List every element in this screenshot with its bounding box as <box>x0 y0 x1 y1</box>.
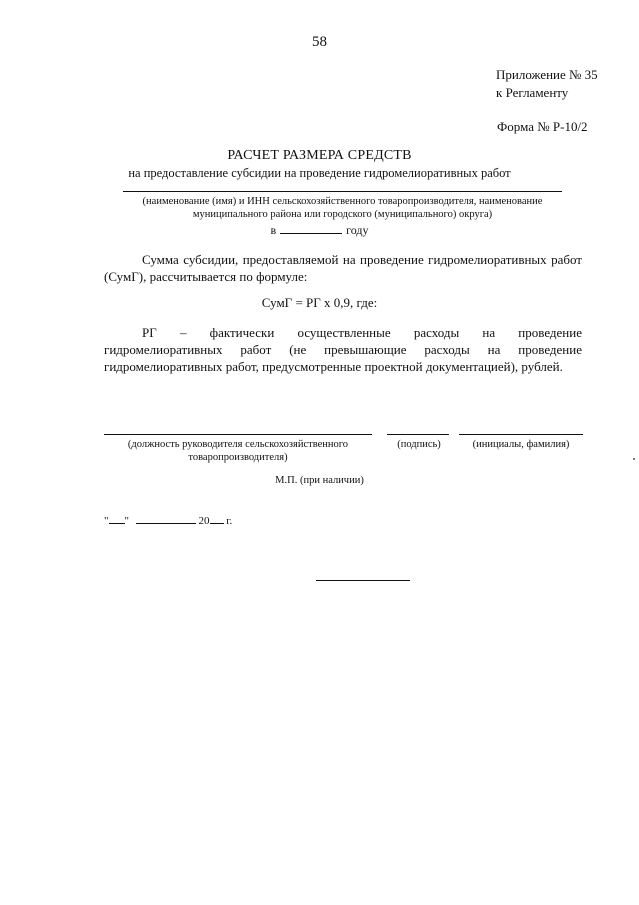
name-field-note <box>120 195 565 221</box>
stamp-place: М.П. (при наличии) <box>275 475 364 486</box>
position-label-line-1: (должность руководителя сельскохозяйственного <box>127 439 349 450</box>
year-line <box>0 222 639 238</box>
date-quote-close: " <box>124 515 129 527</box>
name-input-line[interactable] <box>123 191 562 192</box>
position-label-line-2: товаропроизводителя) <box>188 452 288 463</box>
date-year-prefix: 20 <box>198 515 210 527</box>
position-signature-line[interactable] <box>104 434 372 435</box>
name-note-line-2: муниципального района или городского (муниципального) округа) <box>192 209 493 220</box>
year-suffix: году <box>346 223 369 237</box>
sign-line[interactable] <box>387 434 449 435</box>
position-label <box>104 438 372 464</box>
paragraph-subsidy-sum <box>104 251 582 285</box>
paragraph-rg-definition <box>104 324 582 375</box>
page-number: 58 <box>312 34 327 50</box>
date-day-field[interactable] <box>109 513 125 524</box>
document-subtitle: на предоставление субсидии на проведение гидромелиоративных работ <box>128 166 511 180</box>
form-number: Форма № Р-10/2 <box>497 119 588 134</box>
formula: СумГ = РГ х 0,9, где: <box>261 295 378 310</box>
name-note-line-1: (наименование (имя) и ИНН сельскохозяйственного товаропроизводителя, наименование <box>142 196 543 207</box>
sign-label: (подпись) <box>397 439 441 450</box>
date-month-field[interactable] <box>136 513 196 524</box>
scan-edge-mark <box>633 458 635 460</box>
document-end-line <box>316 580 410 581</box>
appendix-line-1: Приложение № 35 <box>496 67 598 82</box>
appendix-line-2: к Регламенту <box>496 85 569 100</box>
paragraph-1-text: Сумма субсидии, предоставляемой на проведение гидромелиоративных работ (СумГ), рассчитывается по формуле: <box>104 252 582 284</box>
year-blank-field[interactable] <box>280 222 342 234</box>
date-line <box>104 513 232 527</box>
document-title: РАСЧЕТ РАЗМЕРА СРЕДСТВ <box>227 148 412 163</box>
date-year-field[interactable] <box>210 513 224 524</box>
paragraph-2-text: РГ – фактически осуществленные расходы на проведение гидромелиоративных работ (не превышающие расходы на проведение гидромелиоративных работ, предусмотренные проектной документацией), рублей. <box>104 325 582 374</box>
date-quote-open: " <box>104 515 109 527</box>
appendix-header <box>496 66 598 102</box>
initials-line[interactable] <box>459 434 583 435</box>
year-prefix: в <box>270 223 277 237</box>
initials-label: (инициалы, фамилия) <box>472 439 570 450</box>
date-year-suffix: г. <box>226 515 233 527</box>
